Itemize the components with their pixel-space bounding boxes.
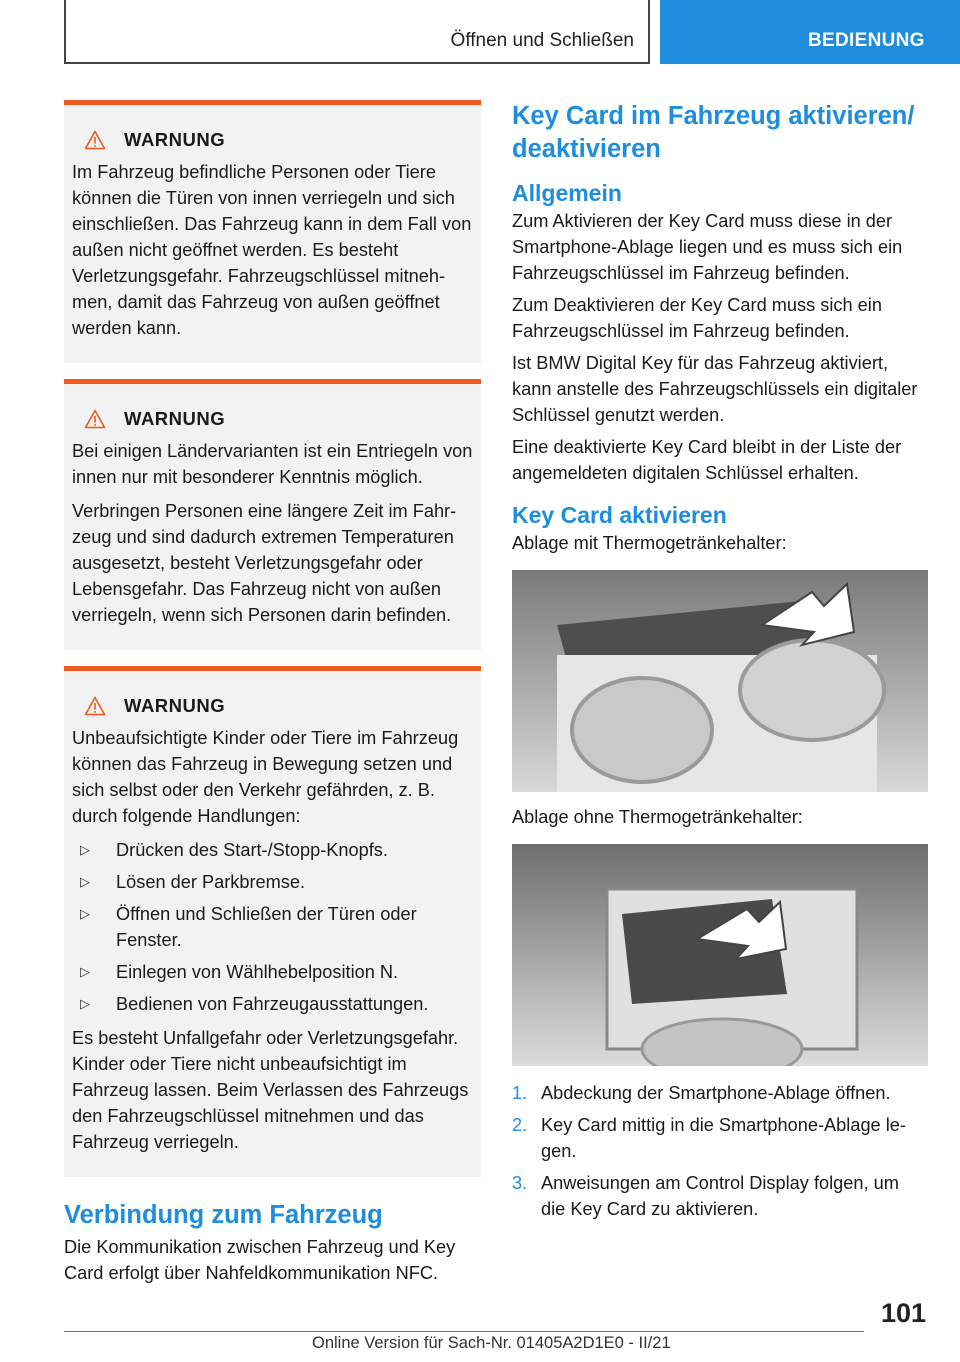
steps-list bbox=[512, 1080, 928, 1222]
caption-with-holder: Ablage mit Thermogetränkehalter: bbox=[512, 533, 787, 553]
warning-label: WARNUNG bbox=[124, 129, 226, 150]
photo-tray-without-cupholder bbox=[512, 844, 928, 1066]
warning-box bbox=[64, 666, 481, 1177]
list-item: ▷ Einlegen von Wählhebelposition N. bbox=[72, 959, 473, 985]
subheading-activate: Key Card aktivieren bbox=[512, 502, 727, 528]
general-paragraph: Zum Aktivieren der Key Card muss diese in der Smartphone-Ablage liegen und es muss sich ein Fahrzeugschlüssel im Fahrzeug befinden. bbox=[512, 211, 903, 283]
page-heading: Key Card im Fahrzeug aktivieren/ deaktivieren bbox=[512, 102, 915, 163]
warning-title bbox=[84, 693, 473, 719]
bullet-triangle-icon: ▷ bbox=[80, 874, 90, 889]
photo-tray-with-cupholder bbox=[512, 570, 928, 792]
warning-outro: Es besteht Unfallgefahr oder Verletzungsgefahr. Kinder oder Tiere nicht unbeaufsichtigt im Fahrzeug lassen. Beim Verlassen des Fahrzeugs den Fahrzeugschlüssel mitnehmen und das Fahrzeug verriegeln. bbox=[72, 1028, 469, 1152]
list-item: 1. Abdeckung der Smartphone-Ablage öffnen. bbox=[512, 1083, 891, 1103]
page-number: 101 bbox=[880, 1298, 926, 1328]
bullet-triangle-icon: ▷ bbox=[80, 964, 90, 979]
warning-box bbox=[64, 379, 481, 650]
warning-title bbox=[84, 127, 473, 153]
warning-text: Bei einigen Ländervarianten ist ein Entriegeln von innen nur mit besonderer Kenntnis möglich. bbox=[72, 441, 473, 487]
footer-version-text: Online Version für Sach-Nr. 01405A2D1E0 - II/21 bbox=[312, 1334, 671, 1352]
chapter-tab[interactable]: BEDIENUNG bbox=[660, 0, 960, 64]
general-paragraph: Zum Deaktivieren der Key Card muss sich ein Fahrzeugschlüssel im Fahrzeug befinden. bbox=[512, 295, 882, 341]
warning-label: WARNUNG bbox=[124, 408, 226, 429]
section-title: Öffnen und Schließen bbox=[450, 30, 634, 51]
list-item: ▷ Bedienen von Fahrzeugausstattungen. bbox=[72, 991, 473, 1017]
list-item: 2. Key Card mittig in die Smartphone-Ablage legen. bbox=[512, 1115, 906, 1161]
warning-label: WARNUNG bbox=[124, 695, 226, 716]
caption-without-holder: Ablage ohne Thermogetränkehalter: bbox=[512, 807, 803, 827]
list-item: ▷ Lösen der Parkbremse. bbox=[72, 869, 473, 895]
warning-triangle-icon bbox=[84, 130, 106, 150]
header-section-box bbox=[64, 0, 650, 64]
list-item: ▷ Öffnen und Schließen der Türen oder Fenster. bbox=[72, 901, 473, 953]
warning-box bbox=[64, 100, 481, 363]
bullet-triangle-icon: ▷ bbox=[80, 996, 90, 1011]
list-item: 3. Anweisungen am Control Display folgen, um die Key Card zu aktivieren. bbox=[512, 1173, 899, 1219]
warning-title bbox=[84, 406, 473, 432]
warning-intro: Unbeaufsichtigte Kinder oder Tiere im Fahrzeug können das Fahrzeug in Bewegung setzen und sich selbst oder den Verkehr gefährden, z. B. durch folgende Handlungen: bbox=[72, 728, 459, 826]
warning-triangle-icon bbox=[84, 409, 106, 429]
warning-text: Im Fahrzeug befindliche Personen oder Tiere können die Türen von innen verriegeln und sich einschließen. Das Fahrzeug kann in dem Fall von außen nicht geöffnet werden. Es besteht Verletzungsgefahr. Fahrzeugschlüssel mitnehmen, damit das Fahrzeug von außen geöffnet werden kann. bbox=[72, 162, 472, 338]
warning-triangle-icon bbox=[84, 696, 106, 716]
bullet-triangle-icon: ▷ bbox=[80, 842, 90, 857]
warning-text: Verbringen Personen eine längere Zeit im Fahrzeug und sind dadurch extremen Temperaturen ausgesetzt, besteht Verletzungsgefahr oder Lebensgefahr. Das Fahrzeug nicht von außen verriegeln, wenn sich Personen darin befinden. bbox=[72, 501, 457, 625]
left-column bbox=[64, 100, 481, 1292]
footer-divider bbox=[64, 1331, 864, 1332]
section-heading-connection: Verbindung zum Fahrzeug bbox=[64, 1201, 383, 1229]
connection-text: Die Kommunikation zwischen Fahrzeug und Key Card erfolgt über Nahfeldkommunikation NFC. bbox=[64, 1237, 456, 1283]
bullet-triangle-icon: ▷ bbox=[80, 906, 90, 921]
general-paragraph: Ist BMW Digital Key für das Fahrzeug aktiviert, kann anstelle des Fahrzeugschlüssels ein digitaler Schlüssel genutzt werden. bbox=[512, 353, 918, 425]
subheading-general: Allgemein bbox=[512, 180, 622, 206]
general-paragraph: Eine deaktivierte Key Card bleibt in der Liste der angemeldeten digitalen Schlüssel erhalten. bbox=[512, 437, 902, 483]
list-item: ▷ Drücken des Start-/Stopp-Knopfs. bbox=[72, 837, 473, 863]
bullet-list bbox=[72, 837, 473, 1017]
right-column bbox=[512, 100, 928, 1228]
